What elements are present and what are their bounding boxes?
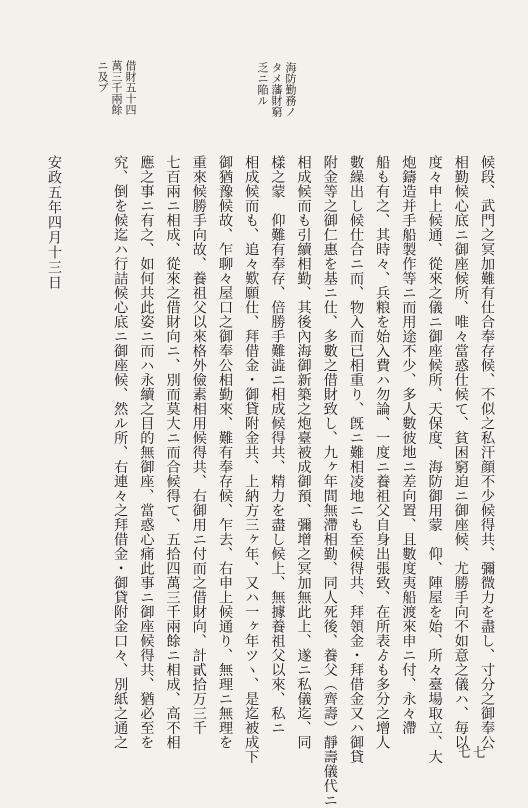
text-column: 相成候而も、追々歎願仕、拜借金・御貸附金共、上納方三ヶ年、又ハ一ヶ年ツヽ、是迄被成下 [243, 155, 260, 764]
margin-note [95, 60, 137, 115]
text-column: 究、倒を候迄ハ行詰候心底ニ御座候、然ル所、右連々之拜借金・御貸附金口々、別紙之通之 [112, 155, 129, 750]
document-date: 安政五年四月十三日 [46, 155, 62, 290]
text-column: 候段、武門之冥加難有仕合奉存候、不似之私汗顔不少候得共、彌微力を盡し、寸分之御奉公 [479, 155, 495, 750]
headnote-line: タメ藩財窮 [270, 62, 283, 117]
text-column: 七百兩ニ相成、從來之借財向ニ、別而莫大ニ而合候得て、五拾四萬三千兩餘ニ相成、高不相 [164, 155, 181, 750]
margin-note-line: 萬三千兩餘 [110, 60, 123, 115]
text-column: 相勤候心底ニ御座候所、唯々當惑仕候て、貧困窮迫ニ御座候、尤勝手向不如意之儀ハ、毎以 [452, 155, 469, 750]
headnote-line: 海防勤務ノ [284, 62, 297, 117]
page-number: 七七 [458, 746, 489, 761]
headnote [255, 62, 297, 117]
margin-note-line: 借財五十四 [124, 60, 137, 115]
text-column: 樣之蒙 仰難有奉存、倍勝手難澁ニ相成候得共、精力を盡し候上、無據養祖父以來、私ニ [269, 155, 286, 735]
text-column: 附金等之御仁惠を基ニ仕、多數之借財致し、九ヶ年間無滯相勤、同人死後、養父（齊壽）靜壽儀代ニ [321, 155, 338, 808]
margin-note-line: ニ及ブ [96, 60, 109, 93]
text-column: 度々申上候通、從來之儀ニ御座候所、天保度、海防御用蒙 仰、陣屋を始、所々臺場取立、大 [426, 155, 443, 764]
text-column: 船も有之、其時々、兵粮を始入費ハ勿論、一度ニ養祖父自身出張致、在所表ゟも多分之增人 [374, 155, 391, 750]
text-column: 炮鑄造并手船製作等ニ而用途不少、多人數彼地ニ差向置、且數度夷船渡來申ニ付、永々滯 [400, 155, 417, 735]
headnote-line: 乏ニ陥ル [256, 62, 269, 106]
text-column: 重來候勝手向故、養祖父以來格外儉素相用候得共、右御用ニ付而之借財向、計貳拾万三千 [190, 155, 207, 735]
text-column: 數繰出し候仕合ニ而、物入而已相重り、旣ニ難相凌地ニも至候得共、拜領金・拜借金又ハ御貸 [347, 155, 364, 764]
text-column: 相成候而も引續相勤、其後內海御新築之炮臺被成御預、彌增之冥加無此上、遂ニ私儀迄、同 [295, 155, 312, 750]
text-column: 御猶豫候故、乍聊々屋口之御奉公相勤來、難有奉存候、乍去、右申上候通り、無理ニ無理を [216, 155, 233, 750]
text-column: 應之事ニ有之、如何共此姿ニ而ハ永續之目的無御座、當惑心痛此事ニ御座候得共、猶必至を [138, 155, 155, 750]
